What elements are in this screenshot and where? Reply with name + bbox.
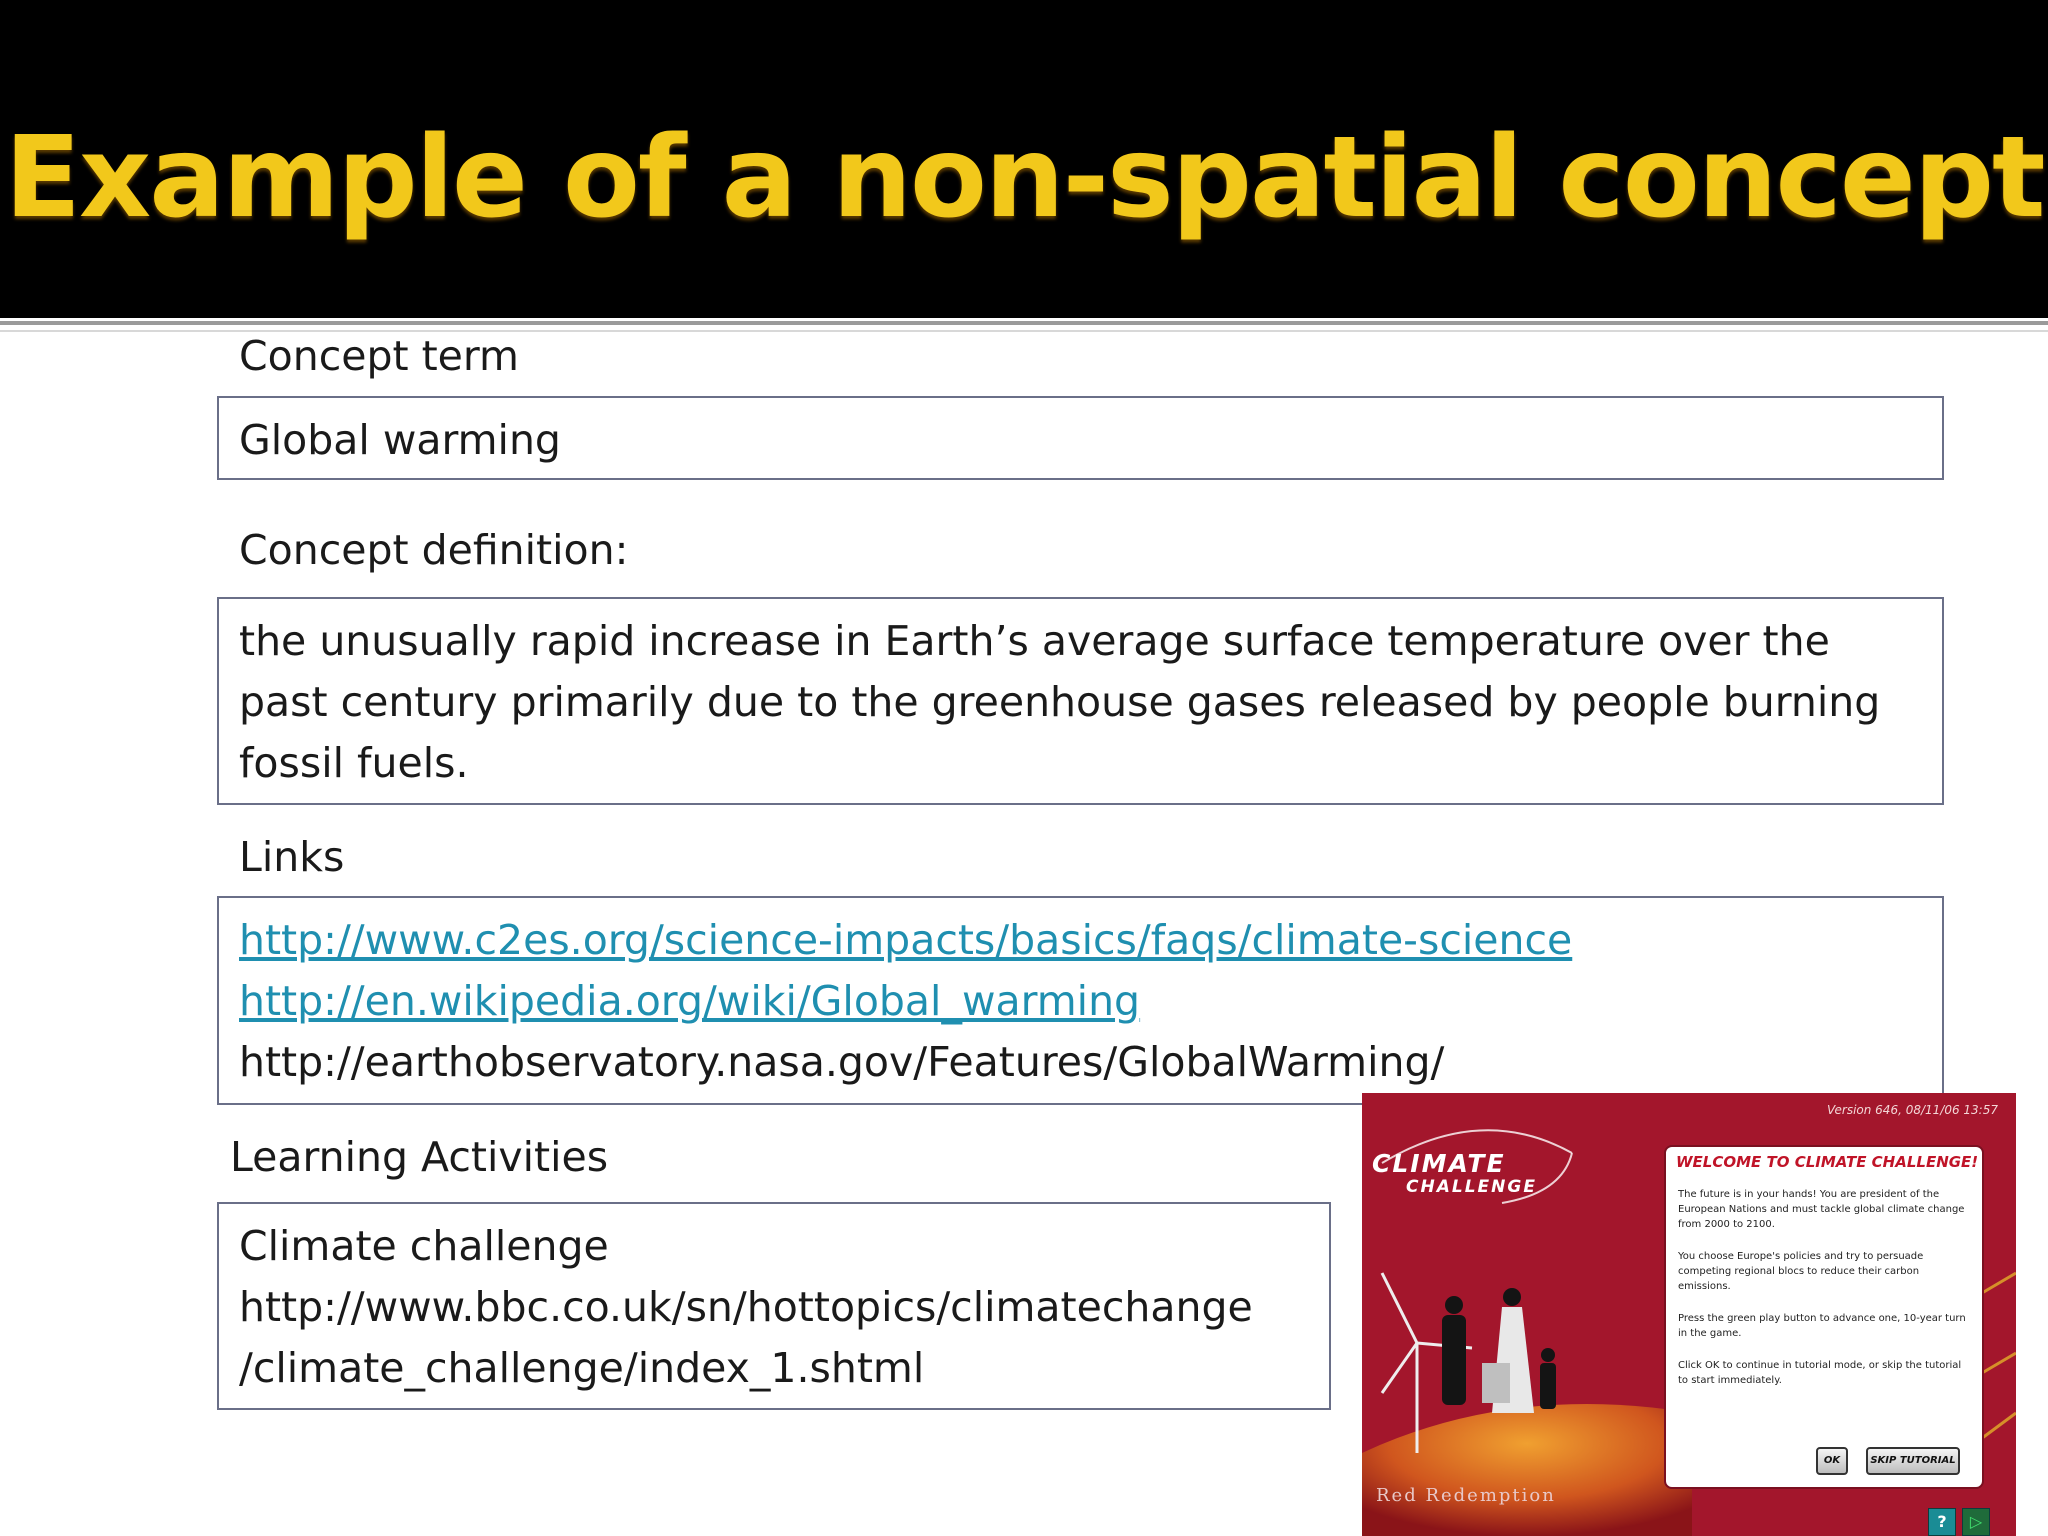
concept-term-label: Concept term (239, 332, 519, 380)
concept-term-box (217, 396, 1944, 480)
globe-shape (1362, 1404, 1692, 1536)
definition-line: fossil fuels. (239, 739, 469, 787)
dialog-paragraph: The future is in your hands! You are president of the European Nations and must tackle global climate change from 2000 to 2100. (1678, 1189, 1965, 1230)
skip-tutorial-button[interactable]: SKIP TUTORIAL (1866, 1447, 1960, 1475)
activity-url-line: http://www.bbc.co.uk/sn/hottopics/climatechange (239, 1283, 1253, 1331)
dialog-paragraph: You choose Europe's policies and try to persuade competing regional blocs to reduce their carbon emissions. (1678, 1251, 1924, 1292)
ok-button[interactable]: OK (1816, 1447, 1848, 1475)
slide-title: Example of a non-spatial concept (4, 113, 2044, 243)
links-box (217, 896, 1944, 1105)
learning-activities-box (217, 1202, 1331, 1410)
definition-line: the unusually rapid increase in Earth’s average surface temperature over the (239, 617, 1830, 665)
link-c2es[interactable]: http://www.c2es.org/science-impacts/basics/faqs/climate-science (239, 916, 1573, 964)
concept-definition-box (217, 597, 1944, 805)
red-redemption-logo: Red Redemption (1376, 1485, 1556, 1506)
activity-url-line: /climate_challenge/index_1.shtml (239, 1344, 925, 1392)
learning-activities-label: Learning Activities (230, 1133, 609, 1181)
welcome-dialog (1664, 1145, 1984, 1489)
challenge-logo-text: CHALLENGE (1406, 1177, 1537, 1197)
concept-definition-label: Concept definition: (239, 526, 629, 574)
activity-title: Climate challenge (239, 1222, 609, 1270)
play-icon: ▷ (1969, 1512, 1983, 1531)
definition-line: past century primarily due to the greenhouse gases released by people burning (239, 678, 1881, 726)
dialog-paragraph: Click OK to continue in tutorial mode, or skip the tutorial to start immediately. (1678, 1360, 1962, 1386)
link-nasa-text: http://earthobservatory.nasa.gov/Features/GlobalWarming/ (239, 1038, 1445, 1086)
play-button[interactable] (1962, 1508, 1990, 1536)
climate-challenge-screenshot (1362, 1093, 2016, 1536)
version-text: Version 646, 08/11/06 13:57 (1827, 1103, 1998, 1117)
link-wikipedia[interactable]: http://en.wikipedia.org/wiki/Global_warming (239, 977, 1141, 1025)
help-button[interactable]: ? (1928, 1508, 1956, 1536)
concept-term-value: Global warming (239, 416, 561, 464)
header-divider (0, 321, 2048, 325)
climate-logo-text: CLIMATE (1372, 1149, 1506, 1178)
family-silhouette-icon (1442, 1288, 1556, 1413)
dialog-paragraph: Press the green play button to advance one, 10-year turn in the game. (1678, 1313, 1966, 1339)
links-label: Links (239, 833, 345, 881)
dialog-title: WELCOME TO CLIMATE CHALLENGE! (1676, 1153, 1979, 1171)
